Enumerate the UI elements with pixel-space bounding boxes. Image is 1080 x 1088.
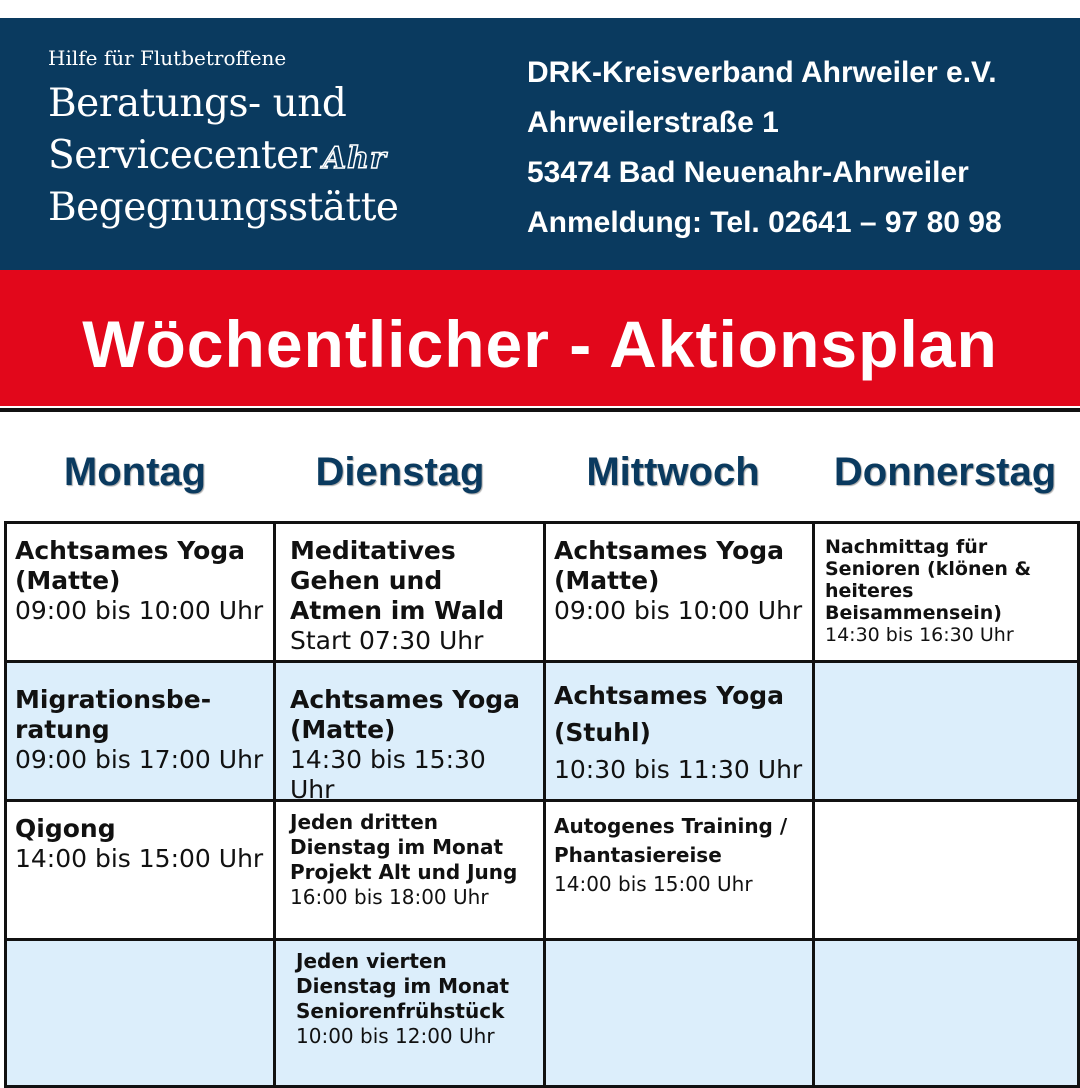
- event-title: Nachmittag für Senioren (klönen & heiteres Beisammensein): [825, 536, 1032, 624]
- event-title: Jeden dritten Dienstag im Monat Projekt Alt und Jung: [290, 810, 518, 884]
- event-title: Autogenes Training / Phantasiereise: [554, 814, 788, 867]
- event-time: Start 07:30 Uhr: [290, 626, 484, 655]
- event-time: 09:00 bis 10:00 Uhr: [554, 596, 803, 625]
- org-street: Ahrweilerstraße 1: [527, 106, 779, 139]
- schedule-cell-montag-4: [4, 938, 276, 1088]
- event-title: Qigong: [15, 814, 116, 843]
- org-name: DRK-Kreisverband Ahrweiler e.V.: [527, 56, 997, 89]
- schedule-cell-montag-2: [4, 660, 276, 802]
- event-title: Jeden vierten Dienstag im Monat Seniorenfrühstück: [296, 949, 510, 1023]
- event-time: 14:30 bis 16:30 Uhr: [825, 624, 1014, 646]
- schedule-cell-donnerstag-2: [812, 660, 1080, 802]
- header-subtitle: Hilfe für Flutbetroffene: [48, 46, 287, 70]
- schedule-cell-dienstag-1: [273, 521, 546, 663]
- schedule-cell-mittwoch-4: [543, 938, 815, 1088]
- page-title: Wöchentlicher - Aktionsplan: [82, 307, 998, 381]
- event-time: 14:30 bis 15:30 Uhr: [290, 745, 486, 802]
- event-time: 14:00 bis 15:00 Uhr: [554, 872, 753, 896]
- ahr-logo: Ahr: [322, 141, 387, 176]
- event-title: Achtsames Yoga (Matte): [15, 536, 246, 595]
- schedule-cell-mittwoch-3: [543, 799, 815, 941]
- schedule-cell-donnerstag-3: [812, 799, 1080, 941]
- event-time: 10:30 bis 11:30 Uhr: [554, 755, 803, 784]
- schedule-cell-donnerstag-1: [812, 521, 1080, 663]
- event-time: 10:00 bis 12:00 Uhr: [296, 1024, 495, 1048]
- event-time: 09:00 bis 17:00 Uhr: [15, 745, 264, 774]
- day-header-dienstag: Dienstag: [315, 450, 485, 494]
- schedule-cell-montag-3: [4, 799, 276, 941]
- schedule-table: [4, 521, 1080, 1080]
- event-title: Achtsames Yoga (Matte): [290, 685, 521, 744]
- schedule-cell-mittwoch-2: [543, 660, 815, 802]
- event-title: Achtsames Yoga (Matte): [554, 536, 785, 595]
- schedule-cell-donnerstag-4: [812, 938, 1080, 1088]
- event-title: Migrationsbe-ratung: [15, 685, 212, 744]
- event-title: Achtsames Yoga (Stuhl): [554, 681, 785, 747]
- title-banner: [0, 270, 1080, 406]
- day-header-donnerstag: Donnerstag: [833, 450, 1057, 494]
- schedule-cell-dienstag-2: [273, 660, 546, 802]
- schedule-cell-montag-1: [4, 521, 276, 663]
- header-title-line2: [48, 132, 387, 183]
- event-time: 14:00 bis 15:00 Uhr: [15, 844, 264, 873]
- event-title: Meditatives Gehen und Atmen im Wald: [290, 536, 505, 625]
- org-city: 53474 Bad Neuenahr-Ahrweiler: [527, 156, 969, 189]
- header-title-line3: Begegnungsstätte: [48, 185, 399, 230]
- schedule-cell-dienstag-3: [273, 799, 546, 941]
- event-time: 09:00 bis 10:00 Uhr: [15, 596, 264, 625]
- day-header-montag: Montag: [63, 450, 207, 494]
- schedule-cell-dienstag-4: [273, 938, 546, 1088]
- header-title-line2-text: Servicecenter: [48, 133, 317, 178]
- header-banner: [0, 18, 1080, 270]
- day-header-mittwoch: Mittwoch: [586, 450, 760, 494]
- org-phone: Anmeldung: Tel. 02641 – 97 80 98: [527, 206, 1002, 239]
- divider-line: [0, 408, 1080, 412]
- event-time: 16:00 bis 18:00 Uhr: [290, 885, 489, 909]
- schedule-cell-mittwoch-1: [543, 521, 815, 663]
- header-title-line1: Beratungs- und: [48, 81, 347, 126]
